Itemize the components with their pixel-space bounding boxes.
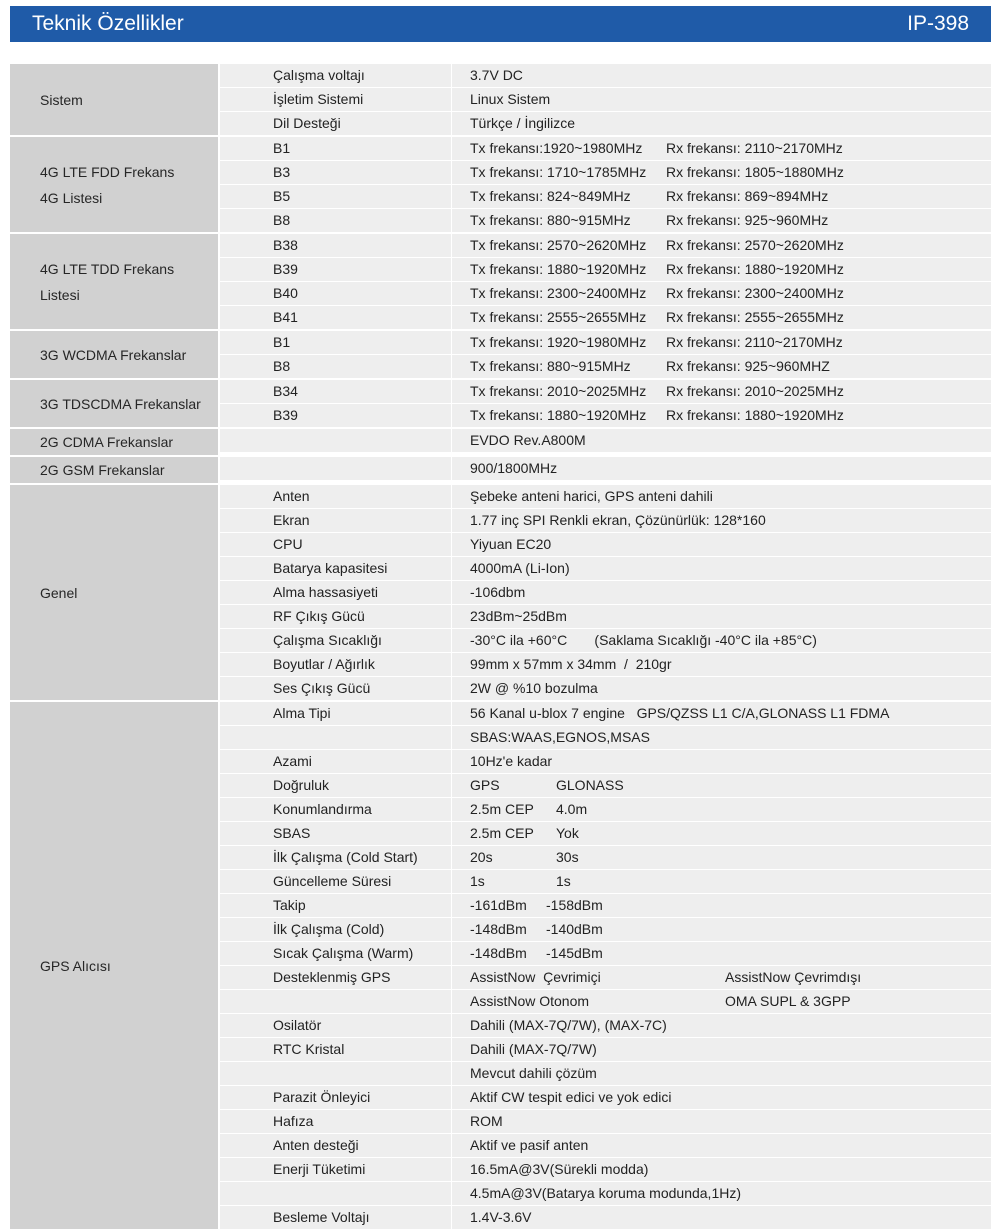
spec-table	[10, 64, 991, 1231]
spec-label	[220, 990, 452, 1013]
rx-frequency: Rx frekansı: 2110~2170MHz	[666, 140, 843, 156]
spec-label: RF Çıkış Gücü	[220, 605, 452, 628]
spec-label: Ses Çıkış Gücü	[220, 677, 452, 700]
spec-label: Takip	[220, 894, 452, 917]
rx-frequency: Rx frekansı: 869~894MHz	[666, 188, 829, 204]
group-label-line: GPS Alıcısı	[40, 957, 111, 974]
spec-label: Hafıza	[220, 1110, 452, 1133]
spec-row	[220, 1062, 991, 1086]
spec-group	[10, 137, 991, 234]
spec-group	[10, 457, 991, 485]
spec-row	[220, 355, 991, 378]
rx-frequency: Rx frekansı: 925~960MHZ	[666, 358, 830, 374]
rx-frequency: Rx frekansı: 2300~2400MHz	[666, 285, 844, 301]
spec-label: B38	[220, 234, 452, 257]
spec-row	[220, 894, 991, 918]
spec-group	[10, 380, 991, 429]
spec-label: Batarya kapasitesi	[220, 557, 452, 580]
spec-row	[220, 161, 991, 185]
spec-label: B1	[220, 331, 452, 354]
group-label-lines	[40, 87, 83, 113]
spec-label: SBAS	[220, 822, 452, 845]
spec-label: Çalışma voltajı	[220, 64, 452, 87]
spec-value	[452, 282, 991, 305]
spec-label: B3	[220, 161, 452, 184]
spec-value: 99mm x 57mm x 34mm / 210gr	[470, 656, 672, 672]
spec-label: CPU	[220, 533, 452, 556]
rx-frequency: Rx frekansı: 1880~1920MHz	[666, 407, 844, 423]
spec-label: Enerji Tüketimi	[220, 1158, 452, 1181]
glonass-value: 30s	[556, 849, 579, 865]
group-label-lines	[40, 457, 164, 483]
group-label-lines	[40, 256, 174, 308]
group-label-line: 2G CDMA Frekanslar	[40, 434, 174, 450]
spec-row	[220, 1110, 991, 1134]
spec-label: B5	[220, 185, 452, 208]
spec-label	[220, 429, 452, 452]
spec-label: Osilatör	[220, 1014, 452, 1037]
rx-frequency: Rx frekansı: 2010~2025MHz	[666, 383, 844, 399]
group-label-lines	[40, 391, 201, 417]
spec-row	[220, 429, 991, 452]
tx-frequency: Tx frekansı: 2300~2400MHz	[470, 285, 647, 301]
group-label-line: Listesi	[40, 286, 80, 303]
group-label-lines	[40, 342, 186, 368]
spec-value: Dahili (MAX-7Q/7W), (MAX-7C)	[470, 1017, 667, 1033]
spec-row	[220, 870, 991, 894]
spec-label: Besleme Voltajı	[220, 1206, 452, 1229]
spec-row	[220, 282, 991, 306]
group-label	[10, 380, 218, 427]
group-label-line: 4G LTE TDD Frekans	[40, 260, 175, 277]
group-label	[10, 331, 218, 378]
spec-value	[452, 161, 991, 184]
spec-group	[10, 702, 991, 1231]
spec-label: Boyutlar / Ağırlık	[220, 653, 452, 676]
spec-row	[220, 137, 991, 161]
gps-sensitivity: -148dBm	[470, 921, 527, 937]
glonass-value: 4.0m	[556, 801, 588, 817]
gps-sensitivity: -148dBm	[470, 945, 527, 961]
glonass-sensitivity: -140dBm	[546, 921, 603, 937]
group-label-lines	[40, 159, 174, 211]
spec-group	[10, 64, 991, 137]
spec-value	[452, 798, 991, 821]
spec-value: 3.7V DC	[470, 67, 523, 83]
tx-frequency: Tx frekansı: 1920~1980MHz	[470, 334, 647, 350]
spec-value	[452, 942, 991, 965]
group-rows	[220, 380, 991, 427]
spec-row	[220, 726, 991, 750]
rx-frequency: Rx frekansı: 1805~1880MHz	[666, 164, 844, 180]
spec-value	[452, 990, 991, 1013]
group-rows	[220, 429, 991, 455]
spec-row	[220, 380, 991, 404]
group-label-line: 4G LTE FDD Frekans	[40, 163, 175, 180]
spec-value: -106dbm	[470, 584, 526, 600]
rx-frequency: Rx frekansı: 2570~2620MHz	[666, 237, 844, 253]
spec-value: 56 Kanal u-blox 7 engine GPS/QZSS L1 C/A,GLONASS L1 FDMA	[470, 705, 890, 721]
spec-row	[220, 64, 991, 88]
spec-value: SBAS:WAAS,EGNOS,MSAS	[470, 729, 650, 745]
spec-label: Desteklenmiş GPS	[220, 966, 452, 989]
gps-value: 2.5m CEP	[470, 825, 534, 841]
spec-row	[220, 209, 991, 232]
spec-label: Konumlandırma	[220, 798, 452, 821]
spec-label: B40	[220, 282, 452, 305]
tx-frequency: Tx frekansı: 880~915MHz	[470, 358, 631, 374]
spec-value: 16.5mA@3V(Sürekli modda)	[470, 1161, 649, 1177]
spec-label: B1	[220, 137, 452, 160]
group-label	[10, 234, 218, 329]
spec-value	[452, 894, 991, 917]
spec-value	[452, 355, 991, 378]
group-rows	[220, 331, 991, 378]
spec-value: 1.77 inç SPI Renkli ekran, Çözünürlük: 128*160	[470, 512, 766, 528]
tx-frequency: Tx frekansı: 2555~2655MHz	[470, 309, 647, 325]
spec-value: EVDO Rev.A800M	[470, 432, 586, 448]
spec-label: B39	[220, 404, 452, 427]
spec-row	[220, 533, 991, 557]
spec-label: B8	[220, 209, 452, 232]
spec-row	[220, 1086, 991, 1110]
spec-value	[452, 209, 991, 232]
spec-row	[220, 258, 991, 282]
spec-label: Çalışma Sıcaklığı	[220, 629, 452, 652]
spec-row	[220, 1038, 991, 1062]
spec-label: İşletim Sistemi	[220, 88, 452, 111]
spec-value: Yiyuan EC20	[470, 536, 552, 552]
spec-label: Doğruluk	[220, 774, 452, 797]
gps-value: GPS	[470, 777, 500, 793]
spec-row	[220, 990, 991, 1014]
spec-group	[10, 485, 991, 702]
spec-value: Mevcut dahili çözüm	[470, 1065, 597, 1081]
spec-label: B39	[220, 258, 452, 281]
group-label	[10, 137, 218, 232]
spec-row	[220, 653, 991, 677]
tx-frequency: Tx frekansı:1920~1980MHz	[470, 140, 643, 156]
group-label	[10, 64, 218, 135]
spec-value	[452, 258, 991, 281]
spec-value	[452, 774, 991, 797]
gps-value: 1s	[470, 873, 485, 889]
rx-frequency: Rx frekansı: 2110~2170MHz	[666, 334, 843, 350]
group-label-line: Genel	[40, 584, 78, 601]
model-number: IP-398	[907, 12, 969, 35]
spec-row	[220, 1158, 991, 1182]
group-label-lines	[40, 429, 173, 455]
spec-label	[220, 457, 452, 480]
spec-row	[220, 185, 991, 209]
spec-row	[220, 846, 991, 870]
spec-label: Dil Desteği	[220, 112, 452, 135]
spec-value	[452, 185, 991, 208]
spec-value	[452, 918, 991, 941]
spec-row	[220, 112, 991, 135]
tx-frequency: Tx frekansı: 2570~2620MHz	[470, 237, 647, 253]
spec-row	[220, 822, 991, 846]
spec-value: 4000mA (Li-Ion)	[470, 560, 570, 576]
spec-row	[220, 942, 991, 966]
spec-value	[452, 846, 991, 869]
group-rows	[220, 457, 991, 483]
assist-option-a: AssistNow Çevrimiçi	[470, 969, 601, 985]
spec-row	[220, 798, 991, 822]
group-label	[10, 457, 218, 483]
group-label	[10, 429, 218, 455]
spec-label: İlk Çalışma (Cold Start)	[220, 846, 452, 869]
spec-label: Azami	[220, 750, 452, 773]
spec-value: 1.4V-3.6V	[470, 1209, 532, 1225]
spec-value: 2W @ %10 bozulma	[470, 680, 598, 696]
spec-value: Aktif CW tespit edici ve yok edici	[470, 1089, 672, 1105]
glonass-value: GLONASS	[556, 777, 624, 793]
spec-row	[220, 306, 991, 329]
spec-row	[220, 88, 991, 112]
spec-group	[10, 331, 991, 380]
header-bar	[10, 6, 991, 42]
group-rows	[220, 234, 991, 329]
spec-row	[220, 1206, 991, 1229]
spec-row	[220, 605, 991, 629]
group-rows	[220, 137, 991, 232]
group-label-line: 4G Listesi	[40, 189, 103, 206]
spec-row	[220, 966, 991, 990]
assist-option-b: AssistNow Çevrimdışı	[725, 969, 862, 985]
spec-value: Linux Sistem	[470, 91, 551, 107]
rx-frequency: Rx frekansı: 2555~2655MHz	[666, 309, 844, 325]
page-title: Teknik Özellikler	[32, 12, 184, 35]
spec-label: Güncelleme Süresi	[220, 870, 452, 893]
spec-value: Dahili (MAX-7Q/7W)	[470, 1041, 597, 1057]
spec-label: B34	[220, 380, 452, 403]
glonass-sensitivity: -158dBm	[546, 897, 603, 913]
spec-label	[220, 726, 452, 749]
group-label	[10, 702, 218, 1229]
spec-group	[10, 429, 991, 457]
spec-label: Alma hassasiyeti	[220, 581, 452, 604]
spec-row	[220, 404, 991, 427]
group-label-line: 2G GSM Frekanslar	[40, 462, 165, 478]
spec-row	[220, 581, 991, 605]
group-rows	[220, 702, 991, 1229]
tx-frequency: Tx frekansı: 2010~2025MHz	[470, 383, 647, 399]
spec-value: Aktif ve pasif anten	[470, 1137, 589, 1153]
spec-row	[220, 557, 991, 581]
spec-row	[220, 702, 991, 726]
glonass-value: Yok	[556, 825, 579, 841]
spec-label: Anten desteği	[220, 1134, 452, 1157]
spec-value	[452, 822, 991, 845]
spec-value	[452, 331, 991, 354]
spec-row	[220, 677, 991, 700]
tx-frequency: Tx frekansı: 880~915MHz	[470, 212, 631, 228]
tx-frequency: Tx frekansı: 824~849MHz	[470, 188, 631, 204]
spec-label: İlk Çalışma (Cold)	[220, 918, 452, 941]
spec-group	[10, 234, 991, 331]
spec-row	[220, 331, 991, 355]
gps-sensitivity: -161dBm	[470, 897, 527, 913]
spec-row	[220, 1014, 991, 1038]
spec-value	[452, 380, 991, 403]
group-rows	[220, 64, 991, 135]
group-rows	[220, 485, 991, 700]
spec-label: Anten	[220, 485, 452, 508]
spec-value	[452, 966, 991, 989]
spec-label: Sıcak Çalışma (Warm)	[220, 942, 452, 965]
spec-label: RTC Kristal	[220, 1038, 452, 1061]
gps-value: 2.5m CEP	[470, 801, 534, 817]
assist-option-a: AssistNow Otonom	[470, 993, 590, 1009]
group-label	[10, 485, 218, 700]
spec-row	[220, 774, 991, 798]
spec-label: B41	[220, 306, 452, 329]
spec-label: Alma Tipi	[220, 702, 452, 725]
spec-label: Parazit Önleyici	[220, 1086, 452, 1109]
tx-frequency: Tx frekansı: 1880~1920MHz	[470, 261, 647, 277]
glonass-value: 1s	[556, 873, 571, 889]
spec-value	[452, 234, 991, 257]
spec-row	[220, 750, 991, 774]
spec-label	[220, 1182, 452, 1205]
spec-row	[220, 457, 991, 480]
spec-row	[220, 234, 991, 258]
spec-value	[452, 870, 991, 893]
rx-frequency: Rx frekansı: 925~960MHz	[666, 212, 829, 228]
gps-value: 20s	[470, 849, 493, 865]
group-label-lines	[40, 580, 77, 606]
spec-value: Şebeke anteni harici, GPS anteni dahili	[470, 488, 713, 504]
glonass-sensitivity: -145dBm	[546, 945, 603, 961]
spec-value	[452, 404, 991, 427]
group-label-line: 3G WCDMA Frekanslar	[40, 346, 187, 363]
spec-value: 900/1800MHz	[470, 460, 558, 476]
spec-value: Türkçe / İngilizce	[470, 115, 576, 131]
spec-row	[220, 509, 991, 533]
spec-value	[452, 137, 991, 160]
spec-value: 4.5mA@3V(Batarya koruma modunda,1Hz)	[470, 1185, 741, 1201]
group-label-line: Sistem	[40, 91, 83, 108]
rx-frequency: Rx frekansı: 1880~1920MHz	[666, 261, 844, 277]
spec-label	[220, 1062, 452, 1085]
spec-row	[220, 918, 991, 942]
spec-row	[220, 629, 991, 653]
spec-row	[220, 1134, 991, 1158]
spec-value: 10Hz'e kadar	[470, 753, 553, 769]
spec-value: ROM	[470, 1113, 503, 1129]
spec-label: Ekran	[220, 509, 452, 532]
spec-value	[452, 306, 991, 329]
spec-row	[220, 485, 991, 509]
group-label-lines	[40, 953, 111, 979]
assist-option-b: OMA SUPL & 3GPP	[725, 993, 851, 1009]
group-label-line: 3G TDSCDMA Frekanslar	[40, 395, 201, 412]
spec-value: 23dBm~25dBm	[470, 608, 567, 624]
spec-label: B8	[220, 355, 452, 378]
spec-value: -30°C ila +60°C (Saklama Sıcaklığı -40°C ila +85°C)	[470, 632, 817, 648]
spec-row	[220, 1182, 991, 1206]
tx-frequency: Tx frekansı: 1710~1785MHz	[470, 164, 647, 180]
tx-frequency: Tx frekansı: 1880~1920MHz	[470, 407, 647, 423]
